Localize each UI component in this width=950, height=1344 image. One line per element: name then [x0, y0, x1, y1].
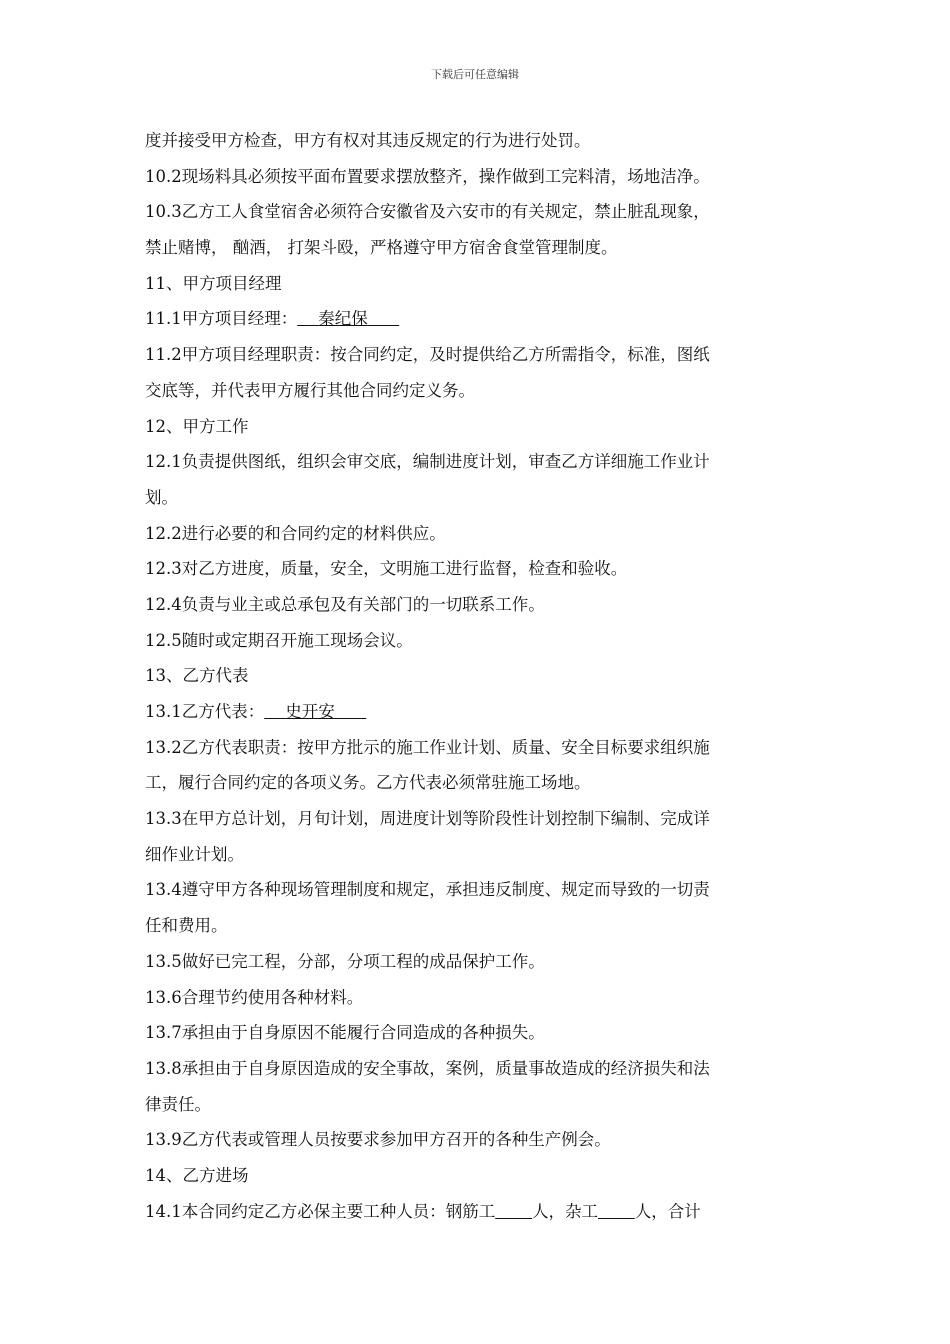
- line-text-part: 人，合计: [634, 1201, 701, 1221]
- paragraph-line: 细作业计划。: [145, 844, 244, 864]
- paragraph-line: 12.4负责与业主或总承包及有关部门的一切联系工作。: [145, 594, 545, 614]
- paragraph-line: 交底等，并代表甲方履行其他合同约定义务。: [145, 380, 475, 400]
- document-body: [145, 123, 810, 1229]
- paragraph-line: 12.1负责提供图纸，组织会审交底，编制进度计划，审查乙方详细施工作业计: [145, 452, 710, 472]
- field-line-13-1: [145, 694, 810, 730]
- paragraph-line: 12.5随时或定期召开施工现场会议。: [145, 630, 413, 650]
- paragraph-line: 10.2现场料具必须按平面布置要求摆放整齐，操作做到工完料清，场地洁净。: [145, 166, 710, 186]
- paragraph-line: 13.5做好已完工程，分部，分项工程的成品保护工作。: [145, 951, 545, 971]
- paragraph-line: 10.3乙方工人食堂宿舍必须符合安徽省及六安市的有关规定，禁止脏乱现象，: [145, 202, 710, 222]
- paragraph-line: 划。: [145, 487, 178, 507]
- paragraph-line: 工，履行合同约定的各项义务。乙方代表必须常驻施工场地。: [145, 773, 591, 793]
- paragraph-line: 12.3对乙方进度，质量，安全，文明施工进行监督，检查和验收。: [145, 559, 628, 579]
- paragraph-line: 13.3在甲方总计划，月旬计划，周进度计划等阶段性计划控制下编制、完成详: [145, 809, 710, 829]
- field-blank-left: [297, 309, 318, 328]
- field-line-11-1: [145, 301, 810, 337]
- paragraph-line: 任和费用。: [145, 916, 228, 936]
- line-text-part: 14.1本合同约定乙方必保主要工种人员：钢筋工: [145, 1201, 496, 1221]
- laborer-count-blank: [598, 1202, 635, 1221]
- paragraph-line: 13.2乙方代表职责：按甲方批示的施工作业计划、质量、安全目标要求组织施: [145, 737, 710, 757]
- paragraph-line: 度并接受甲方检查，甲方有权对其违反规定的行为进行处罚。: [145, 131, 591, 150]
- paragraph-line: 12.2进行必要的和合同约定的材料供应。: [145, 523, 446, 543]
- line-text-part: 人，杂工: [531, 1201, 598, 1221]
- project-manager-name: 秦纪保: [318, 309, 368, 329]
- paragraph-line: 13.6合理节约使用各种材料。: [145, 987, 364, 1007]
- paragraph-line: 禁止赌博， 酗酒， 打架斗殴，严格遵守甲方宿舍食堂管理制度。: [145, 238, 618, 258]
- paragraph-line: 13.8承担由于自身原因造成的安全事故，案例，质量事故造成的经济损失和法: [145, 1058, 710, 1078]
- section-heading-11: 11、甲方项目经理: [145, 273, 282, 293]
- rebar-worker-count-blank: [495, 1202, 532, 1221]
- field-label: 13.1乙方代表：: [145, 702, 265, 721]
- section-heading-14: 14、乙方进场: [145, 1165, 249, 1185]
- field-blank-right: [335, 702, 366, 721]
- field-blank-right: [368, 309, 399, 328]
- section-heading-12: 12、甲方工作: [145, 416, 249, 436]
- section-heading-13: 13、乙方代表: [145, 666, 249, 686]
- paragraph-line: 11.2甲方项目经理职责：按合同约定，及时提供给乙方所需指令，标准，图纸: [145, 345, 710, 365]
- paragraph-line: 13.4遵守甲方各种现场管理制度和规定，承担违反制度、规定而导致的一切责: [145, 880, 710, 900]
- field-line-14-1: [145, 1194, 810, 1230]
- paragraph-line: 13.9乙方代表或管理人员按要求参加甲方召开的各种生产例会。: [145, 1130, 611, 1150]
- page-header: 下载后可任意编辑: [431, 68, 519, 81]
- field-label: 11.1甲方项目经理：: [145, 309, 298, 329]
- field-blank-left: [264, 702, 285, 721]
- paragraph-line: 律责任。: [145, 1094, 211, 1114]
- contractor-rep-name: 史开安: [285, 702, 335, 721]
- paragraph-line: 13.7承担由于自身原因不能履行合同造成的各种损失。: [145, 1023, 545, 1043]
